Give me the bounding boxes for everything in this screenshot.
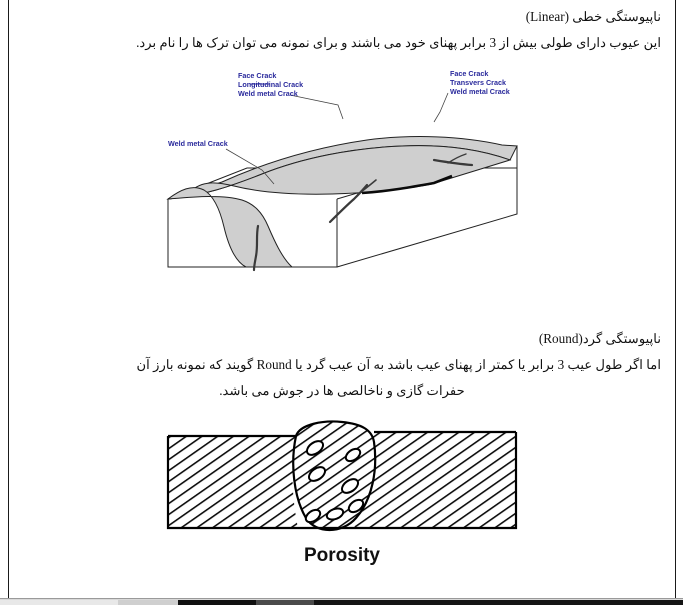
taskbar-segment-window-2[interactable] (256, 600, 314, 605)
callout-left-top-line-1: Face Crack (238, 71, 277, 80)
round-section-paragraph-line-1: اما اگر طول عیب 3 برابر یا کمتر از پهنای عیب باشد به آن عیب گرد یا Round گویند که نمونه بارز آن (136, 357, 661, 372)
document-page (8, 0, 676, 598)
callout-right-top-line-1: Face Crack (450, 69, 489, 78)
taskbar-segment-start[interactable] (0, 600, 118, 605)
leader-line-right-top (434, 93, 448, 122)
callout-left-top (238, 71, 303, 98)
linear-section-paragraph: این عیوب دارای طولی بیش از 3 برابر پهنای خود می باشند و برای نمونه می توان ترک ها را نام برد. (136, 35, 661, 50)
porosity-caption: Porosity (303, 545, 381, 566)
taskbar-segment-quicklaunch[interactable] (118, 600, 178, 605)
weld-crack-isometric-diagram (162, 64, 522, 326)
document-body (9, 0, 675, 598)
callout-right-top (450, 69, 510, 96)
linear-section-heading: ناپیوستگی خطی (Linear) (525, 9, 661, 24)
weld-bead-front-tail (168, 188, 292, 267)
round-section-paragraph-line-2: حفرات گازی و ناخالصی ها در جوش می باشد. (219, 383, 465, 398)
taskbar-segment-window-3[interactable] (314, 600, 683, 605)
weld-crack-figure-container (23, 64, 661, 326)
callout-left-side-line-1: Weld metal Crack (168, 139, 228, 148)
callout-left-side (168, 139, 228, 148)
porosity-figure-container (23, 418, 661, 568)
callout-left-top-line-2: Longitudinal Crack (238, 80, 304, 89)
taskbar-segment-window-1[interactable] (178, 600, 256, 605)
weld-bead-top-surface (168, 146, 510, 199)
porosity-cross-section-diagram (164, 418, 520, 568)
leader-line-left-top (290, 95, 343, 119)
round-section-heading: ناپیوستگی گرد(Round) (538, 331, 661, 346)
callout-right-top-line-2: Transvers Crack (450, 78, 506, 87)
callout-right-top-line-3: Weld metal Crack (450, 87, 510, 96)
callout-left-top-line-3: Weld metal Crack (238, 89, 298, 98)
